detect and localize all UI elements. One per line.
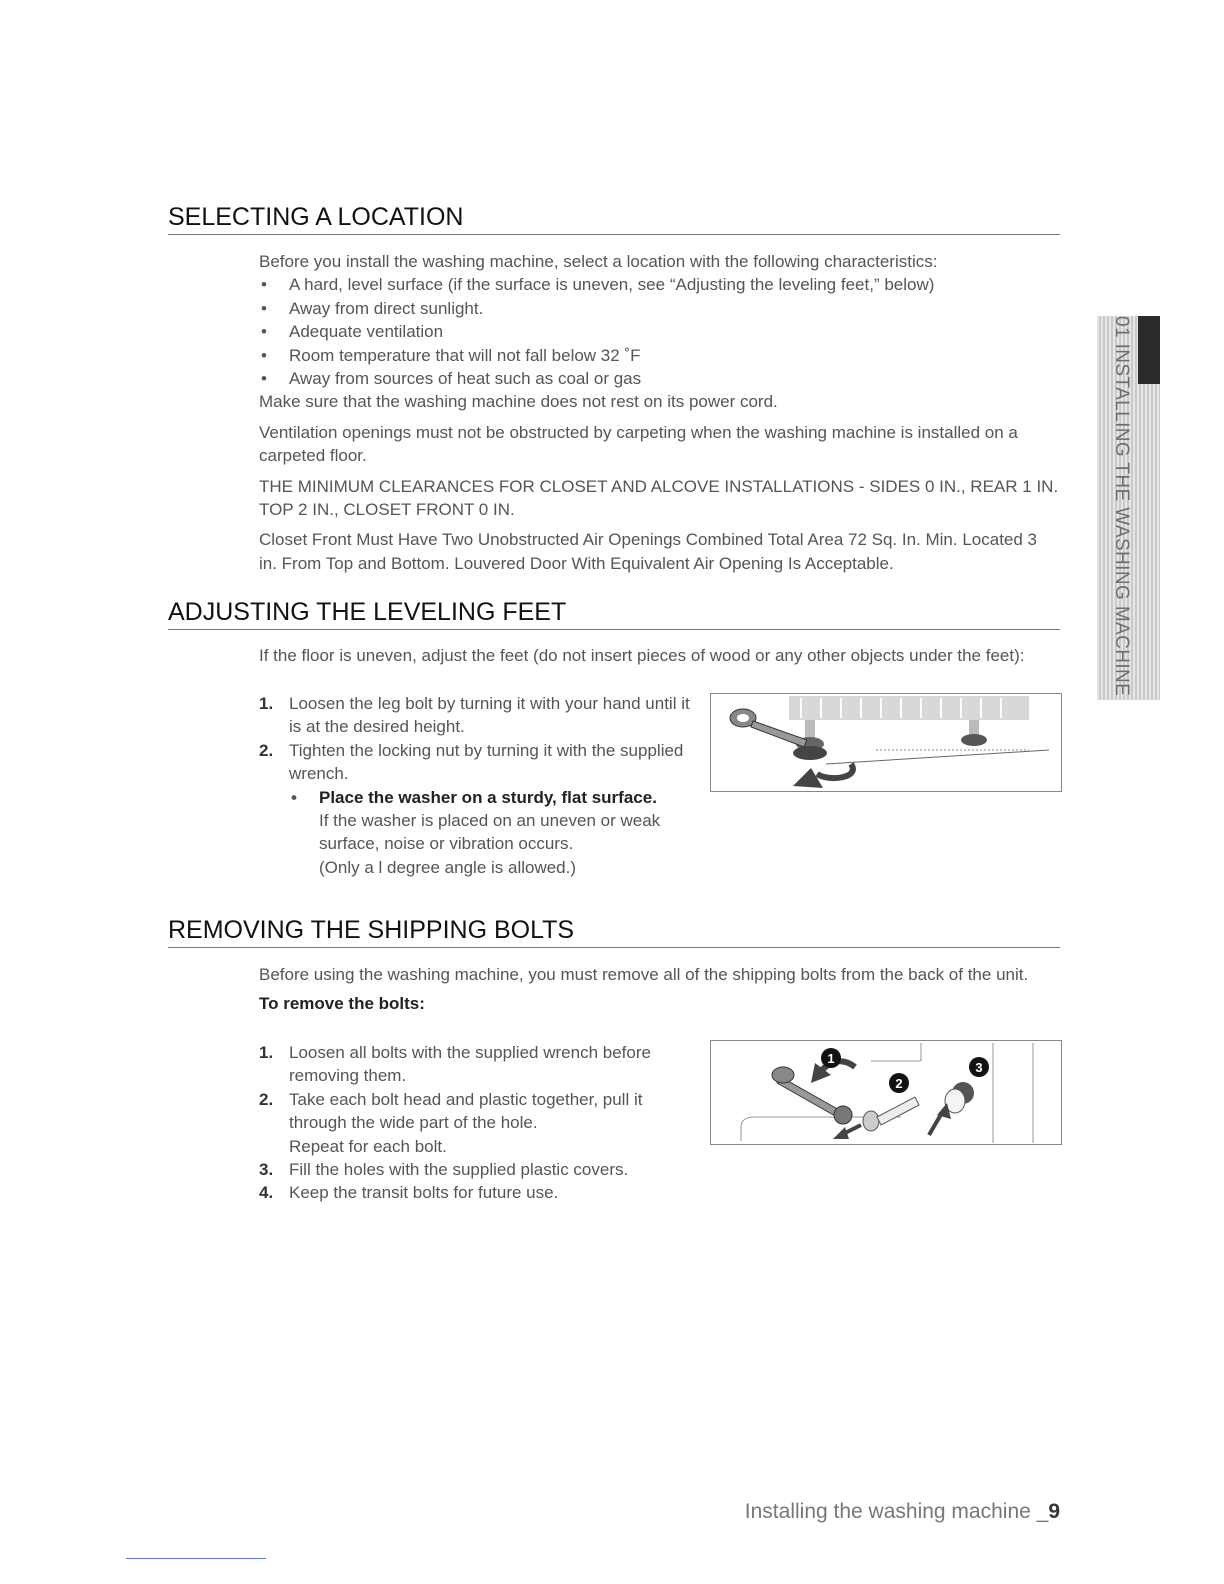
svg-text:1: 1 bbox=[827, 1051, 835, 1066]
chapter-tab-marker bbox=[1138, 316, 1160, 384]
section-title-selecting-location: SELECTING A LOCATION bbox=[168, 202, 1060, 235]
shipping-bolts-figure bbox=[710, 1040, 1062, 1145]
step-number: 1. bbox=[259, 1043, 274, 1062]
list-item bbox=[259, 692, 699, 739]
section-title-shipping-bolts: REMOVING THE SHIPPING BOLTS bbox=[168, 915, 1060, 948]
wrench-icon bbox=[772, 1067, 852, 1124]
svg-text:2: 2 bbox=[895, 1076, 903, 1091]
note-title: • Place the washer on a sturdy, flat surface. bbox=[289, 786, 699, 809]
leveling-steps bbox=[259, 692, 699, 879]
step-text: Keep the transit bolts for future use. bbox=[289, 1183, 559, 1203]
list-item bbox=[259, 1088, 699, 1135]
step-text: Fill the holes with the supplied plastic covers. bbox=[289, 1160, 629, 1180]
leveling-feet-illustration bbox=[711, 694, 1061, 791]
chapter-side-tab-label: 01 INSTALLING THE WASHING MACHINE bbox=[1111, 316, 1132, 697]
list-item bbox=[259, 739, 699, 786]
step-text: Repeat for each bolt. bbox=[289, 1136, 447, 1156]
insert-arrow-icon bbox=[929, 1103, 951, 1135]
rotate-arrow-icon bbox=[793, 764, 853, 788]
step-marker-3 bbox=[969, 1057, 989, 1077]
pull-arrow-icon bbox=[833, 1125, 861, 1139]
shipping-bolts-illustration bbox=[711, 1041, 1061, 1144]
page-footer bbox=[745, 1500, 1060, 1524]
bolt-icon bbox=[863, 1097, 919, 1131]
list-item: • Away from sources of heat such as coal or gas bbox=[259, 367, 1059, 390]
list-item: • Room temperature that will not fall below 32 ˚F bbox=[259, 344, 1059, 367]
note-line: If the washer is placed on an uneven or weak surface, noise or vibration occurs. bbox=[319, 811, 661, 854]
step-text: Loosen the leg bolt by turning it with your hand until it is at the desired height. bbox=[289, 694, 690, 737]
list-item bbox=[259, 1041, 699, 1088]
shipping-intro-block bbox=[259, 963, 1059, 1016]
list-item: • A hard, level surface (if the surface is uneven, see “Adjusting the leveling feet,” below) bbox=[259, 273, 1059, 296]
ventilation-note: Ventilation openings must not be obstructed by carpeting when the washing machine is installed on a carpeted floor. bbox=[259, 422, 1018, 466]
clearances-note: THE MINIMUM CLEARANCES FOR CLOSET AND ALCOVE INSTALLATIONS - SIDES 0 IN., REAR 1 IN. TOP 2 IN., CLOSET FRONT 0 IN. bbox=[259, 476, 1059, 520]
note-line: (Only a l degree angle is allowed.) bbox=[319, 857, 577, 877]
list-item bbox=[259, 1181, 699, 1204]
section-title-leveling-feet: ADJUSTING THE LEVELING FEET bbox=[168, 597, 1060, 630]
location-intro: Before you install the washing machine, select a location with the following characteristics: bbox=[259, 252, 938, 271]
step-number: 3. bbox=[259, 1160, 274, 1180]
step-text: Loosen all bolts with the supplied wrench before removing them. bbox=[289, 1043, 651, 1086]
step-marker-1 bbox=[821, 1048, 841, 1068]
list-item: • Away from direct sunlight. bbox=[259, 297, 1059, 320]
step-number: 2. bbox=[259, 1089, 274, 1109]
location-body bbox=[259, 250, 1059, 575]
shipping-intro: Before using the washing machine, you must remove all of the shipping bolts from the back of the unit. bbox=[259, 965, 1029, 984]
svg-text:3: 3 bbox=[975, 1060, 983, 1075]
cover-cap-icon bbox=[945, 1082, 974, 1113]
step-text: Take each bolt head and plastic together, pull it through the wide part of the hole. bbox=[289, 1089, 643, 1133]
leveling-feet-figure bbox=[710, 693, 1062, 792]
power-cord-note: Make sure that the washing machine does not rest on its power cord. bbox=[259, 392, 778, 412]
leveling-note bbox=[259, 786, 699, 880]
step-number: 1. bbox=[259, 694, 274, 713]
page-number: 9 bbox=[1048, 1500, 1060, 1523]
step-number: 4. bbox=[259, 1183, 274, 1203]
leveling-intro: If the floor is uneven, adjust the feet (do not insert pieces of wood or any other objects under the feet): bbox=[259, 646, 1025, 665]
step-number: 2. bbox=[259, 740, 274, 760]
footer-rule bbox=[126, 1558, 266, 1559]
shipping-subhead: To remove the bolts: bbox=[259, 994, 425, 1014]
list-item bbox=[259, 1135, 699, 1158]
leveling-intro-block bbox=[259, 644, 1059, 667]
shipping-steps bbox=[259, 1041, 699, 1205]
closet-note: Closet Front Must Have Two Unobstructed Air Openings Combined Total Area 72 Sq. In. Min. Located 3 in. From Top and Bottom. Louvered Door With Equivalent Air Opening Is Acceptable. bbox=[259, 530, 1038, 573]
list-item: • Adequate ventilation bbox=[259, 320, 1059, 343]
step-marker-2 bbox=[889, 1073, 909, 1093]
footer-text: Installing the washing machine _ bbox=[744, 1500, 1049, 1523]
list-item bbox=[259, 1158, 699, 1181]
step-text: Tighten the locking nut by turning it with the supplied wrench. bbox=[289, 740, 684, 784]
